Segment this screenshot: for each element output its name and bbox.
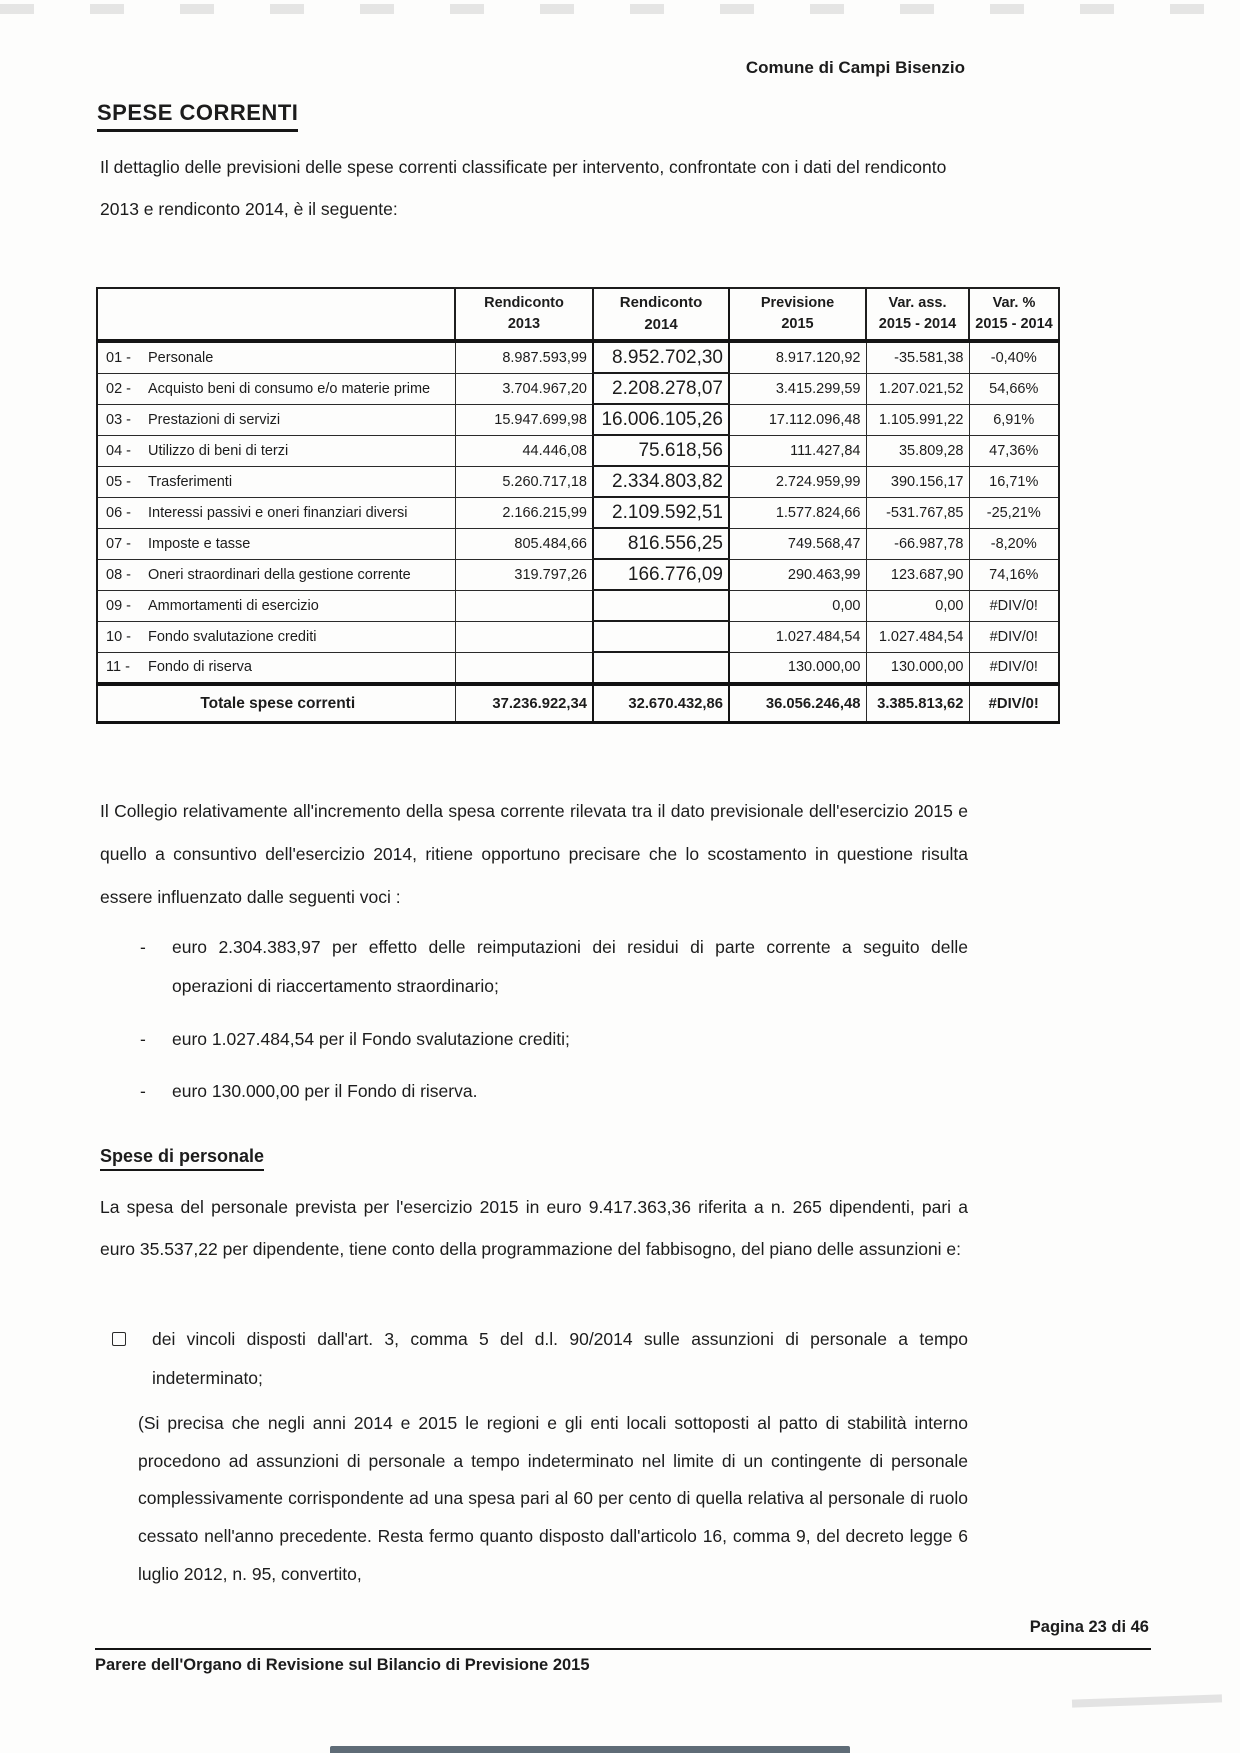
cell-p2015: 8.917.120,92 <box>729 341 866 373</box>
row-label: 07 - Imposte e tasse <box>97 528 455 559</box>
dash-bullet: - <box>140 1081 146 1102</box>
cell-var-ass: -531.767,85 <box>866 497 969 528</box>
cell-var-pct: 54,66% <box>969 373 1059 404</box>
row-label: 04 - Utilizzo di beni di terzi <box>97 435 455 466</box>
cell-p2015: 2.724.959,99 <box>729 466 866 497</box>
cell-var-pct: #DIV/0! <box>969 590 1059 621</box>
cell-r2013: 2.166.215,99 <box>455 497 593 528</box>
cell-var-ass: 123.687,90 <box>866 559 969 590</box>
cell-r2013: 8.987.593,99 <box>455 341 593 373</box>
intro-paragraph: Il dettaglio delle previsioni delle spese correnti classificate per intervento, confrontate con i dati del rendiconto 2013 e rendiconto 2014, è il seguente: <box>100 157 947 219</box>
cell-r2013: 319.797,26 <box>455 559 593 590</box>
personale-paragraph: La spesa del personale prevista per l'esercizio 2015 in euro 9.417.363,36 riferita a n. 265 dipendenti, pari a euro 35.537,22 per dipendente, tiene conto della programmazione del fabbisogno, del piano delle assunzioni e: <box>100 1197 968 1259</box>
list-item <box>140 1020 968 1059</box>
checkbox-bullet-icon <box>112 1332 126 1346</box>
cell-r2014 <box>593 652 729 684</box>
dash-bullet: - <box>140 937 146 957</box>
cell-r2013 <box>455 652 593 684</box>
table-header-row <box>97 288 1059 341</box>
voci-list <box>140 928 968 1125</box>
cell-r2013: 5.260.717,18 <box>455 466 593 497</box>
dash-bullet: - <box>140 1028 146 1049</box>
total-var-ass: 3.385.813,62 <box>866 684 969 723</box>
cell-var-ass: -66.987,78 <box>866 528 969 559</box>
total-var-pct: #DIV/0! <box>969 684 1059 723</box>
cell-r2014: 16.006.105,26 <box>593 404 729 435</box>
list-item <box>140 928 968 1007</box>
cell-var-ass: 1.105.991,22 <box>866 404 969 435</box>
cell-r2013: 44.446,08 <box>455 435 593 466</box>
cell-var-pct: -25,21% <box>969 497 1059 528</box>
cell-var-ass: -35.581,38 <box>866 341 969 373</box>
total-r2014: 32.670.432,86 <box>593 684 729 723</box>
cell-r2014: 75.618,56 <box>593 435 729 466</box>
cell-p2015: 1.027.484,54 <box>729 621 866 652</box>
cell-p2015: 1.577.824,66 <box>729 497 866 528</box>
footer-document-title: Parere dell'Organo di Revisione sul Bilancio di Previsione 2015 <box>95 1656 590 1674</box>
cell-var-ass: 130.000,00 <box>866 652 969 684</box>
total-label: Totale spese correnti <box>97 684 455 723</box>
cell-p2015: 111.427,84 <box>729 435 866 466</box>
check-item-text: dei vincoli disposti dall'art. 3, comma 5 del d.l. 90/2014 sulle assunzioni di personale a tempo indeterminato; <box>152 1329 968 1389</box>
cell-p2015: 3.415.299,59 <box>729 373 866 404</box>
cell-var-ass: 1.027.484,54 <box>866 621 969 652</box>
header-empty-cell <box>97 288 455 341</box>
header-rendiconto-2014: Rendiconto 2014 <box>593 288 729 341</box>
cell-r2013 <box>455 590 593 621</box>
expenses-table <box>96 287 1060 724</box>
total-p2015: 36.056.246,48 <box>729 684 866 723</box>
cell-p2015: 0,00 <box>729 590 866 621</box>
document-header-municipality: Comune di Campi Bisenzio <box>745 58 965 77</box>
cell-r2014: 166.776,09 <box>593 559 729 590</box>
row-label: 03 - Prestazioni di servizi <box>97 404 455 435</box>
cell-r2014: 2.208.278,07 <box>593 373 729 404</box>
header-rendiconto-2013: Rendiconto 2013 <box>455 288 593 341</box>
cell-var-pct: 74,16% <box>969 559 1059 590</box>
cell-var-pct: -0,40% <box>969 341 1059 373</box>
table-row-06 <box>97 497 1059 528</box>
cell-r2014 <box>593 590 729 621</box>
cell-r2013 <box>455 621 593 652</box>
table-row-02 <box>97 373 1059 404</box>
cell-r2014: 2.334.803,82 <box>593 466 729 497</box>
scan-artifact-top <box>0 4 1240 14</box>
header-var-pct: Var. % 2015 - 2014 <box>969 288 1059 341</box>
row-label: 01 - Personale <box>97 341 455 373</box>
cell-r2014: 8.952.702,30 <box>593 341 729 373</box>
vincoli-list-item <box>112 1320 968 1399</box>
cell-var-pct: #DIV/0! <box>969 621 1059 652</box>
header-var-ass: Var. ass. 2015 - 2014 <box>866 288 969 341</box>
list-item-text: euro 2.304.383,97 per effetto delle reimputazioni dei residui di parte corrente a seguito delle operazioni di riaccertamento straordinario; <box>172 937 968 997</box>
cell-r2013: 3.704.967,20 <box>455 373 593 404</box>
cell-var-pct: 16,71% <box>969 466 1059 497</box>
cell-r2013: 15.947.699,98 <box>455 404 593 435</box>
cell-var-ass: 0,00 <box>866 590 969 621</box>
total-r2013: 37.236.922,34 <box>455 684 593 723</box>
cell-var-pct: 6,91% <box>969 404 1059 435</box>
cell-r2013: 805.484,66 <box>455 528 593 559</box>
patto-stabilita-paragraph: (Si precisa che negli anni 2014 e 2015 le regioni e gli enti locali sottoposti al patto di stabilità interno procedono ad assunzioni di personale a tempo indeterminato nel limite di un contingente di personale complessivamente corrispondente ad una spesa pari al 60 per cento di quella relativa al personale di ruolo cessato nell'anno precedente. Resta fermo quanto disposto dall'articolo 16, comma 9, del decreto legge 6 luglio 2012, n. 95, convertito, <box>138 1413 968 1584</box>
cell-var-ass: 35.809,28 <box>866 435 969 466</box>
cell-p2015: 130.000,00 <box>729 652 866 684</box>
cell-var-pct: #DIV/0! <box>969 652 1059 684</box>
row-label: 06 - Interessi passivi e oneri finanziari diversi <box>97 497 455 528</box>
row-label: 10 - Fondo svalutazione crediti <box>97 621 455 652</box>
table-row-09 <box>97 590 1059 621</box>
list-item-text: euro 1.027.484,54 per il Fondo svalutazione crediti; <box>172 1028 570 1049</box>
row-label: 09 - Ammortamenti di esercizio <box>97 590 455 621</box>
cell-var-ass: 1.207.021,52 <box>866 373 969 404</box>
cell-var-ass: 390.156,17 <box>866 466 969 497</box>
list-item <box>140 1072 968 1111</box>
header-previsione-2015: Previsione 2015 <box>729 288 866 341</box>
cell-p2015: 749.568,47 <box>729 528 866 559</box>
page-title: SPESE CORRENTI <box>97 100 298 132</box>
row-label: 08 - Oneri straordinari della gestione corrente <box>97 559 455 590</box>
table-row-11 <box>97 652 1059 684</box>
scan-artifact-bottom <box>330 1746 850 1753</box>
table-row-07 <box>97 528 1059 559</box>
table-row-03 <box>97 404 1059 435</box>
row-label: 11 - Fondo di riserva <box>97 652 455 684</box>
cell-r2014: 816.556,25 <box>593 528 729 559</box>
cell-var-pct: 47,36% <box>969 435 1059 466</box>
table-total-row <box>97 684 1059 723</box>
cell-r2014: 2.109.592,51 <box>593 497 729 528</box>
section-heading-spese-personale: Spese di personale <box>100 1146 264 1171</box>
footer-page-number: Pagina 23 di 46 <box>1029 1618 1149 1636</box>
row-label: 02 - Acquisto beni di consumo e/o materie prime <box>97 373 455 404</box>
table-row-04 <box>97 435 1059 466</box>
row-label: 05 - Trasferimenti <box>97 466 455 497</box>
table-row-05 <box>97 466 1059 497</box>
page-footer <box>95 1618 1151 1675</box>
list-item-text: euro 130.000,00 per il Fondo di riserva. <box>172 1081 478 1102</box>
table-row-10 <box>97 621 1059 652</box>
scan-artifact-right <box>1072 1694 1222 1707</box>
cell-p2015: 290.463,99 <box>729 559 866 590</box>
table-row-01 <box>97 341 1059 373</box>
collegio-paragraph: Il Collegio relativamente all'incremento della spesa corrente rilevata tra il dato previsionale dell'esercizio 2015 e quello a consuntivo dell'esercizio 2014, ritiene opportuno precisare che lo scostamento in questione risulta essere influenzato dalle seguenti voci : <box>100 801 968 907</box>
cell-p2015: 17.112.096,48 <box>729 404 866 435</box>
cell-var-pct: -8,20% <box>969 528 1059 559</box>
table-row-08 <box>97 559 1059 590</box>
cell-r2014 <box>593 621 729 652</box>
